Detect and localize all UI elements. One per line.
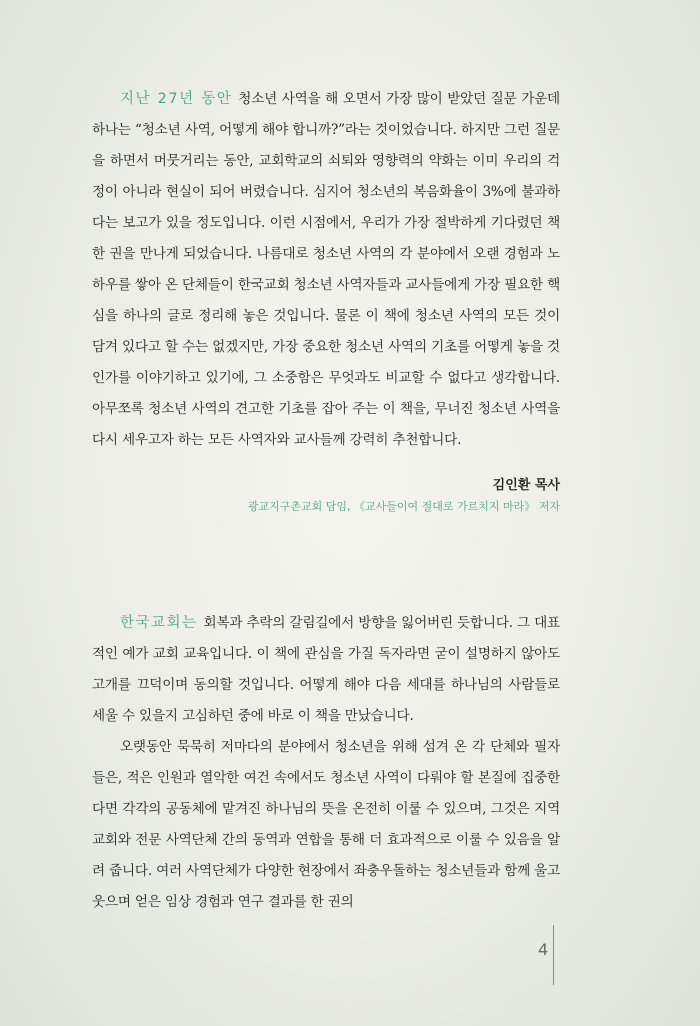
section-lead-phrase: 한국교회는	[120, 615, 198, 631]
endorser-role: 광교지구촌교회 담임, 《교사들이여 절대로 가르치지 마라》 저자	[247, 500, 560, 513]
page-number: 4	[538, 940, 549, 959]
foreword-paragraph-2	[92, 608, 560, 732]
endorser-name: 김인환 목사	[492, 478, 560, 493]
foreword-paragraph-3: 오랫동안 묵묵히 저마다의 분야에서 청소년을 위해 섬겨 온 각 단체와 필자들은, 적은 인원과 열악한 여건 속에서도 청소년 사역이 다뤄야 할 본질에 집중한다면 각각의 공동체에 맡겨진 하나님의 뜻을 온전히 이룰 수 있으며, 그것은 지역교회와 전문 사역단체 간의 동역과 연합을 통해 더 효과적으로 이룰 수 있음을 알려 줍니다. 여러 사역단체가 다양한 현장에서 좌충우돌하는 청소년들과 함께 울고 웃으며 얻은 임상 경험과 연구 결과를 한 권의	[92, 739, 560, 910]
page-number-rule	[553, 925, 554, 985]
foreword-section-2	[92, 608, 560, 918]
paragraph-body: 청소년 사역을 해 오면서 가장 많이 받았던 질문 가운데 하나는 “청소년 사역, 어떻게 해야 합니까?”라는 것이었습니다. 하지만 그런 질문을 하면서 머뭇거리는 동안, 교회학교의 쇠퇴와 영향력의 약화는 이미 우리의 걱정이 아니라 현실이 되어 버렸습니다. 심지어 청소년의 복음화율이 3%에 불과하다는 보고가 있을 정도입니다. 이런 시점에서, 우리가 가장 절박하게 기다렸던 책 한 권을 만나게 되었습니다. 나름대로 청소년 사역의 각 분야에서 오랜 경험과 노하우를 쌓아 온 단체들이 한국교회 청소년 사역자들과 교사들에게 가장 필요한 핵심을 하나의 글로 정리해 놓은 것입니다. 물론 이 책에 청소년 사역의 모든 것이 담겨 있다고 할 수는 없겠지만, 가장 중요한 청소년 사역의 기초를 어떻게 놓을 것인가를 이야기하고 있기에, 그 소중함은 무엇과도 비교할 수 없다고 생각합니다. 아무쪼록 청소년 사역의 견고한 기초를 잡아 주는 이 책을, 무너진 청소년 사역을 다시 세우고자 하는 모든 사역자와 교사들께 강력히 추천합니다.	[92, 91, 560, 448]
section-lead-phrase: 지난 27년 동안	[120, 91, 233, 107]
foreword-section-1	[92, 84, 560, 456]
paragraph-body: 회복과 추락의 갈림길에서 방향을 잃어버린 듯합니다. 그 대표적인 예가 교회 교육입니다. 이 책에 관심을 가질 독자라면 굳이 설명하지 않아도 고개를 끄덕이며 동의할 것입니다. 어떻게 해야 다음 세대를 하나님의 사람들로 세울 수 있을지 고심하던 중에 바로 이 책을 만났습니다.	[92, 615, 560, 724]
foreword-paragraph-1	[92, 84, 560, 456]
